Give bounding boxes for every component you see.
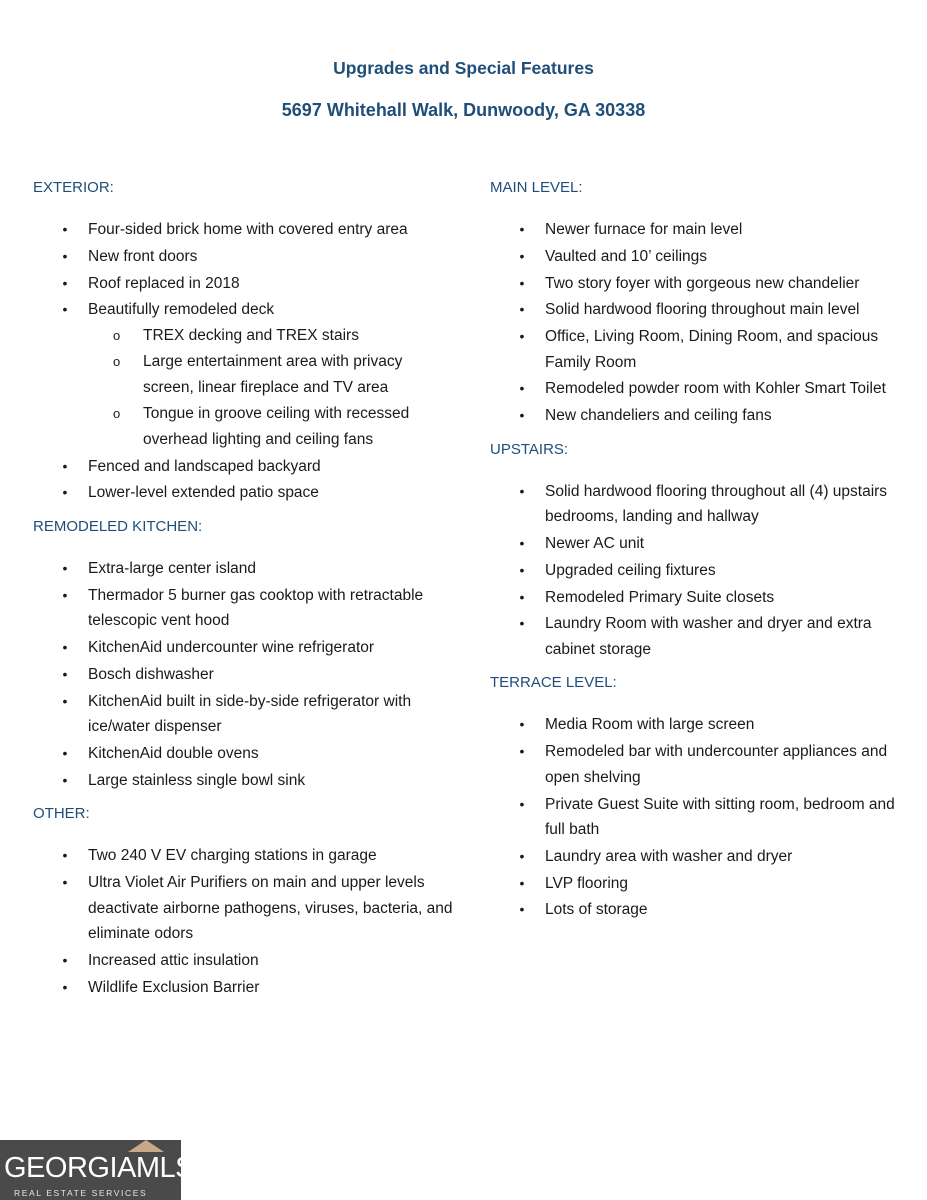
right-column [490,178,910,934]
bullet-list [490,712,910,922]
sub-list-item-text: TREX decking and TREX stairs [143,326,359,344]
section-terrace-level [490,673,910,922]
list-item [33,870,453,947]
bullet-icon: • [62,978,68,995]
section-remodeled-kitchen [33,517,453,793]
bullet-icon: • [519,795,525,812]
list-item-text: Increased attic insulation [88,951,259,969]
list-item [490,376,910,402]
list-item [490,271,910,297]
list-item-text: Office, Living Room, Dining Room, and spacious Family Room [545,328,879,371]
list-item-text: LVP flooring [545,874,629,892]
bullet-icon: • [62,247,68,264]
bullet-list [33,556,453,793]
circle-bullet-icon: o [113,354,121,370]
bullet-list [490,217,910,429]
circle-bullet-icon: o [113,327,121,343]
bullet-list [490,479,910,663]
list-item [490,403,910,429]
list-item-text: Two 240 V EV charging stations in garage [88,847,377,865]
list-item [33,480,453,506]
list-item-text: Media Room with large screen [545,716,755,734]
bullet-icon: • [62,744,68,761]
logo-wordmark: GEORGIAMLS [4,1152,194,1184]
bullet-icon: • [519,901,525,918]
list-item [490,792,910,843]
list-item-text: Wildlife Exclusion Barrier [88,978,260,996]
list-item-text: Vaulted and 10’ ceilings [545,247,708,265]
bullet-icon: • [519,535,525,552]
sub-list-item [33,349,453,400]
list-item-text: Fenced and landscaped backyard [88,457,321,475]
list-item-text: Bosch dishwasher [88,665,214,683]
list-item [490,217,910,243]
bullet-icon: • [62,274,68,291]
list-item-text: Solid hardwood flooring throughout main level [545,301,860,319]
page-title: Upgrades and Special Features [333,58,594,78]
bullet-icon: • [519,716,525,733]
bullet-icon: • [62,665,68,682]
list-item [33,741,453,767]
list-item-text: Laundry Room with washer and dryer and extra cabinet storage [545,615,872,658]
list-item-text: Lots of storage [545,901,648,919]
list-item [490,739,910,790]
section-heading: TERRACE LEVEL: [490,674,617,692]
list-item [33,271,453,297]
list-item-text: New chandeliers and ceiling fans [545,407,772,425]
list-item-text: KitchenAid undercounter wine refrigerator [88,639,375,657]
list-item [490,712,910,738]
circle-bullet-icon: o [113,406,121,422]
list-item-text: Lower-level extended patio space [88,484,319,502]
list-item-text: Ultra Violet Air Purifiers on main and upper levels deactivate airborne pathogens, viruses, bacteria, and eliminate odors [88,874,453,943]
list-item-text: Large stainless single bowl sink [88,771,306,789]
list-item-text: Newer furnace for main level [545,221,743,238]
section-heading: OTHER: [33,805,90,823]
left-column [33,178,453,1011]
list-item [490,324,910,375]
bullet-icon: • [62,586,68,603]
bullet-icon: • [519,482,525,499]
bullet-icon: • [62,847,68,864]
list-item-text: Remodeled powder room with Kohler Smart Toilet [545,380,886,398]
bullet-icon: • [62,771,68,788]
section-upstairs [490,440,910,663]
bullet-icon: • [62,639,68,656]
bullet-icon: • [519,301,525,318]
house-roof-icon [128,1140,164,1152]
list-item [33,635,453,661]
bullet-icon: • [519,561,525,578]
section-exterior [33,178,453,506]
property-address: 5697 Whitehall Walk, Dunwoody, GA 30338 [281,100,646,120]
list-item [33,843,453,869]
section-other [33,804,453,1000]
list-item [490,611,910,662]
list-item [33,689,453,740]
sub-list-item [33,323,453,349]
bullet-icon: • [519,743,525,760]
list-item [33,556,453,582]
bullet-icon: • [62,301,68,318]
bullet-icon: • [62,692,68,709]
section-main-level [490,178,910,429]
list-item [490,897,910,923]
bullet-icon: • [519,221,525,237]
section-heading: UPSTAIRS: [490,440,569,458]
list-item [490,244,910,270]
bullet-icon: • [62,559,68,576]
bullet-icon: • [519,247,525,264]
bullet-icon: • [62,484,68,501]
list-item [33,948,453,974]
list-item-text: KitchenAid built in side-by-side refrigerator with ice/water dispenser [88,692,412,736]
bullet-icon: • [519,407,525,424]
bullet-icon: • [519,874,525,891]
list-item [33,297,453,452]
bullet-icon: • [519,588,525,605]
logo-tagline: REAL ESTATE SERVICES [14,1188,148,1198]
list-item-text: Thermador 5 burner gas cooktop with retractable telescopic vent hood [88,586,424,630]
list-item [33,454,453,480]
list-item-text: Solid hardwood flooring throughout all (4) upstairs bedrooms, landing and hallway [545,482,888,526]
list-item-text: Beautifully remodeled deck [88,301,275,319]
list-item [490,585,910,611]
list-item [490,297,910,323]
list-item [490,844,910,870]
georgia-mls-logo [0,1140,194,1200]
list-item [490,871,910,897]
list-item [33,662,453,688]
bullet-icon: • [519,328,525,345]
sub-list-item-text: Large entertainment area with privacy screen, linear fireplace and TV area [143,353,403,396]
list-item-text: Four-sided brick home with covered entry area [88,221,408,238]
list-item-text: Private Guest Suite with sitting room, bedroom and full bath [545,795,895,839]
sub-list [88,323,453,453]
bullet-icon: • [62,874,68,891]
list-item [33,583,453,634]
bullet-icon: • [519,847,525,864]
list-item-text: Two story foyer with gorgeous new chandelier [545,274,860,292]
bullet-icon: • [519,380,525,397]
list-item [33,975,453,1001]
list-item [33,244,453,270]
list-item-text: Remodeled bar with undercounter appliances and open shelving [545,743,888,786]
list-item-text: Roof replaced in 2018 [88,274,240,292]
sub-list-item [33,401,453,452]
list-item [33,217,453,243]
list-item-text: Newer AC unit [545,535,645,553]
bullet-icon: • [519,615,525,632]
bullet-icon: • [519,274,525,291]
list-item [490,479,910,530]
bullet-icon: • [62,951,68,968]
list-item-text: Laundry area with washer and dryer [545,847,793,865]
list-item [490,558,910,584]
section-heading: MAIN LEVEL: [490,179,583,196]
list-item [490,531,910,557]
list-item-text: Remodeled Primary Suite closets [545,588,775,606]
list-item-text: New front doors [88,247,198,265]
list-item-text: Upgraded ceiling fixtures [545,561,716,579]
bullet-icon: • [62,457,68,474]
bullet-list [33,217,453,506]
list-item [33,768,453,794]
list-item-text: Extra-large center island [88,559,256,577]
section-heading: REMODELED KITCHEN: [33,517,203,535]
section-heading: EXTERIOR: [33,179,114,196]
list-item-text: KitchenAid double ovens [88,744,259,762]
sub-list-item-text: Tongue in groove ceiling with recessed overhead lighting and ceiling fans [143,405,410,448]
bullet-list [33,843,453,1000]
bullet-icon: • [62,221,68,237]
